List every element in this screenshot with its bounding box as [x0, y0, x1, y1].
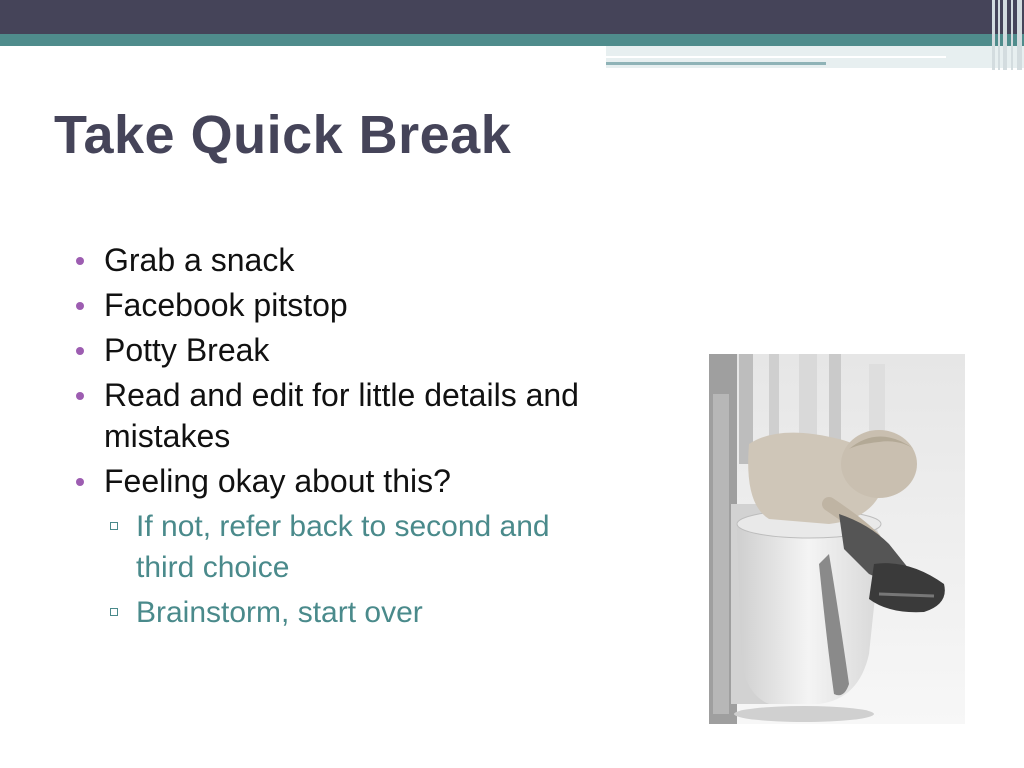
bullet-dot-icon [76, 392, 84, 400]
bullet-item [74, 330, 594, 371]
sub-bullet-item [74, 506, 594, 588]
header-stripes [992, 0, 1024, 70]
header-white-cutout [0, 46, 606, 70]
bullet-text: Facebook pitstop [104, 287, 348, 323]
slide-title: Take Quick Break [54, 105, 512, 165]
bullet-text: Read and edit for little details and mistakes [104, 377, 579, 454]
header-teal-band [0, 34, 1024, 46]
toddler-on-toilet-photo [709, 354, 965, 724]
header-dark-band [0, 0, 1024, 34]
photo-illustration [709, 354, 965, 724]
bullet-dot-icon [76, 257, 84, 265]
header-accent-line [606, 62, 826, 65]
bullet-dot-icon [76, 302, 84, 310]
bullet-item [74, 240, 594, 281]
sub-bullet-square-icon [110, 522, 118, 530]
header-thin-line [606, 56, 946, 58]
bullet-text: Potty Break [104, 332, 270, 368]
bullet-dot-icon [76, 347, 84, 355]
sub-bullet-text: If not, refer back to second and third choice [136, 510, 550, 584]
bullet-item [74, 285, 594, 326]
sub-bullet-text: Brainstorm, start over [136, 596, 423, 629]
bullet-text: Grab a snack [104, 242, 295, 278]
bullet-dot-icon [76, 478, 84, 486]
bullet-item [74, 375, 594, 457]
bullet-item [74, 461, 594, 502]
sub-bullet-square-icon [110, 608, 118, 616]
sub-bullet-item [74, 592, 594, 633]
bullet-text: Feeling okay about this? [104, 463, 451, 499]
bullet-list [74, 240, 594, 637]
